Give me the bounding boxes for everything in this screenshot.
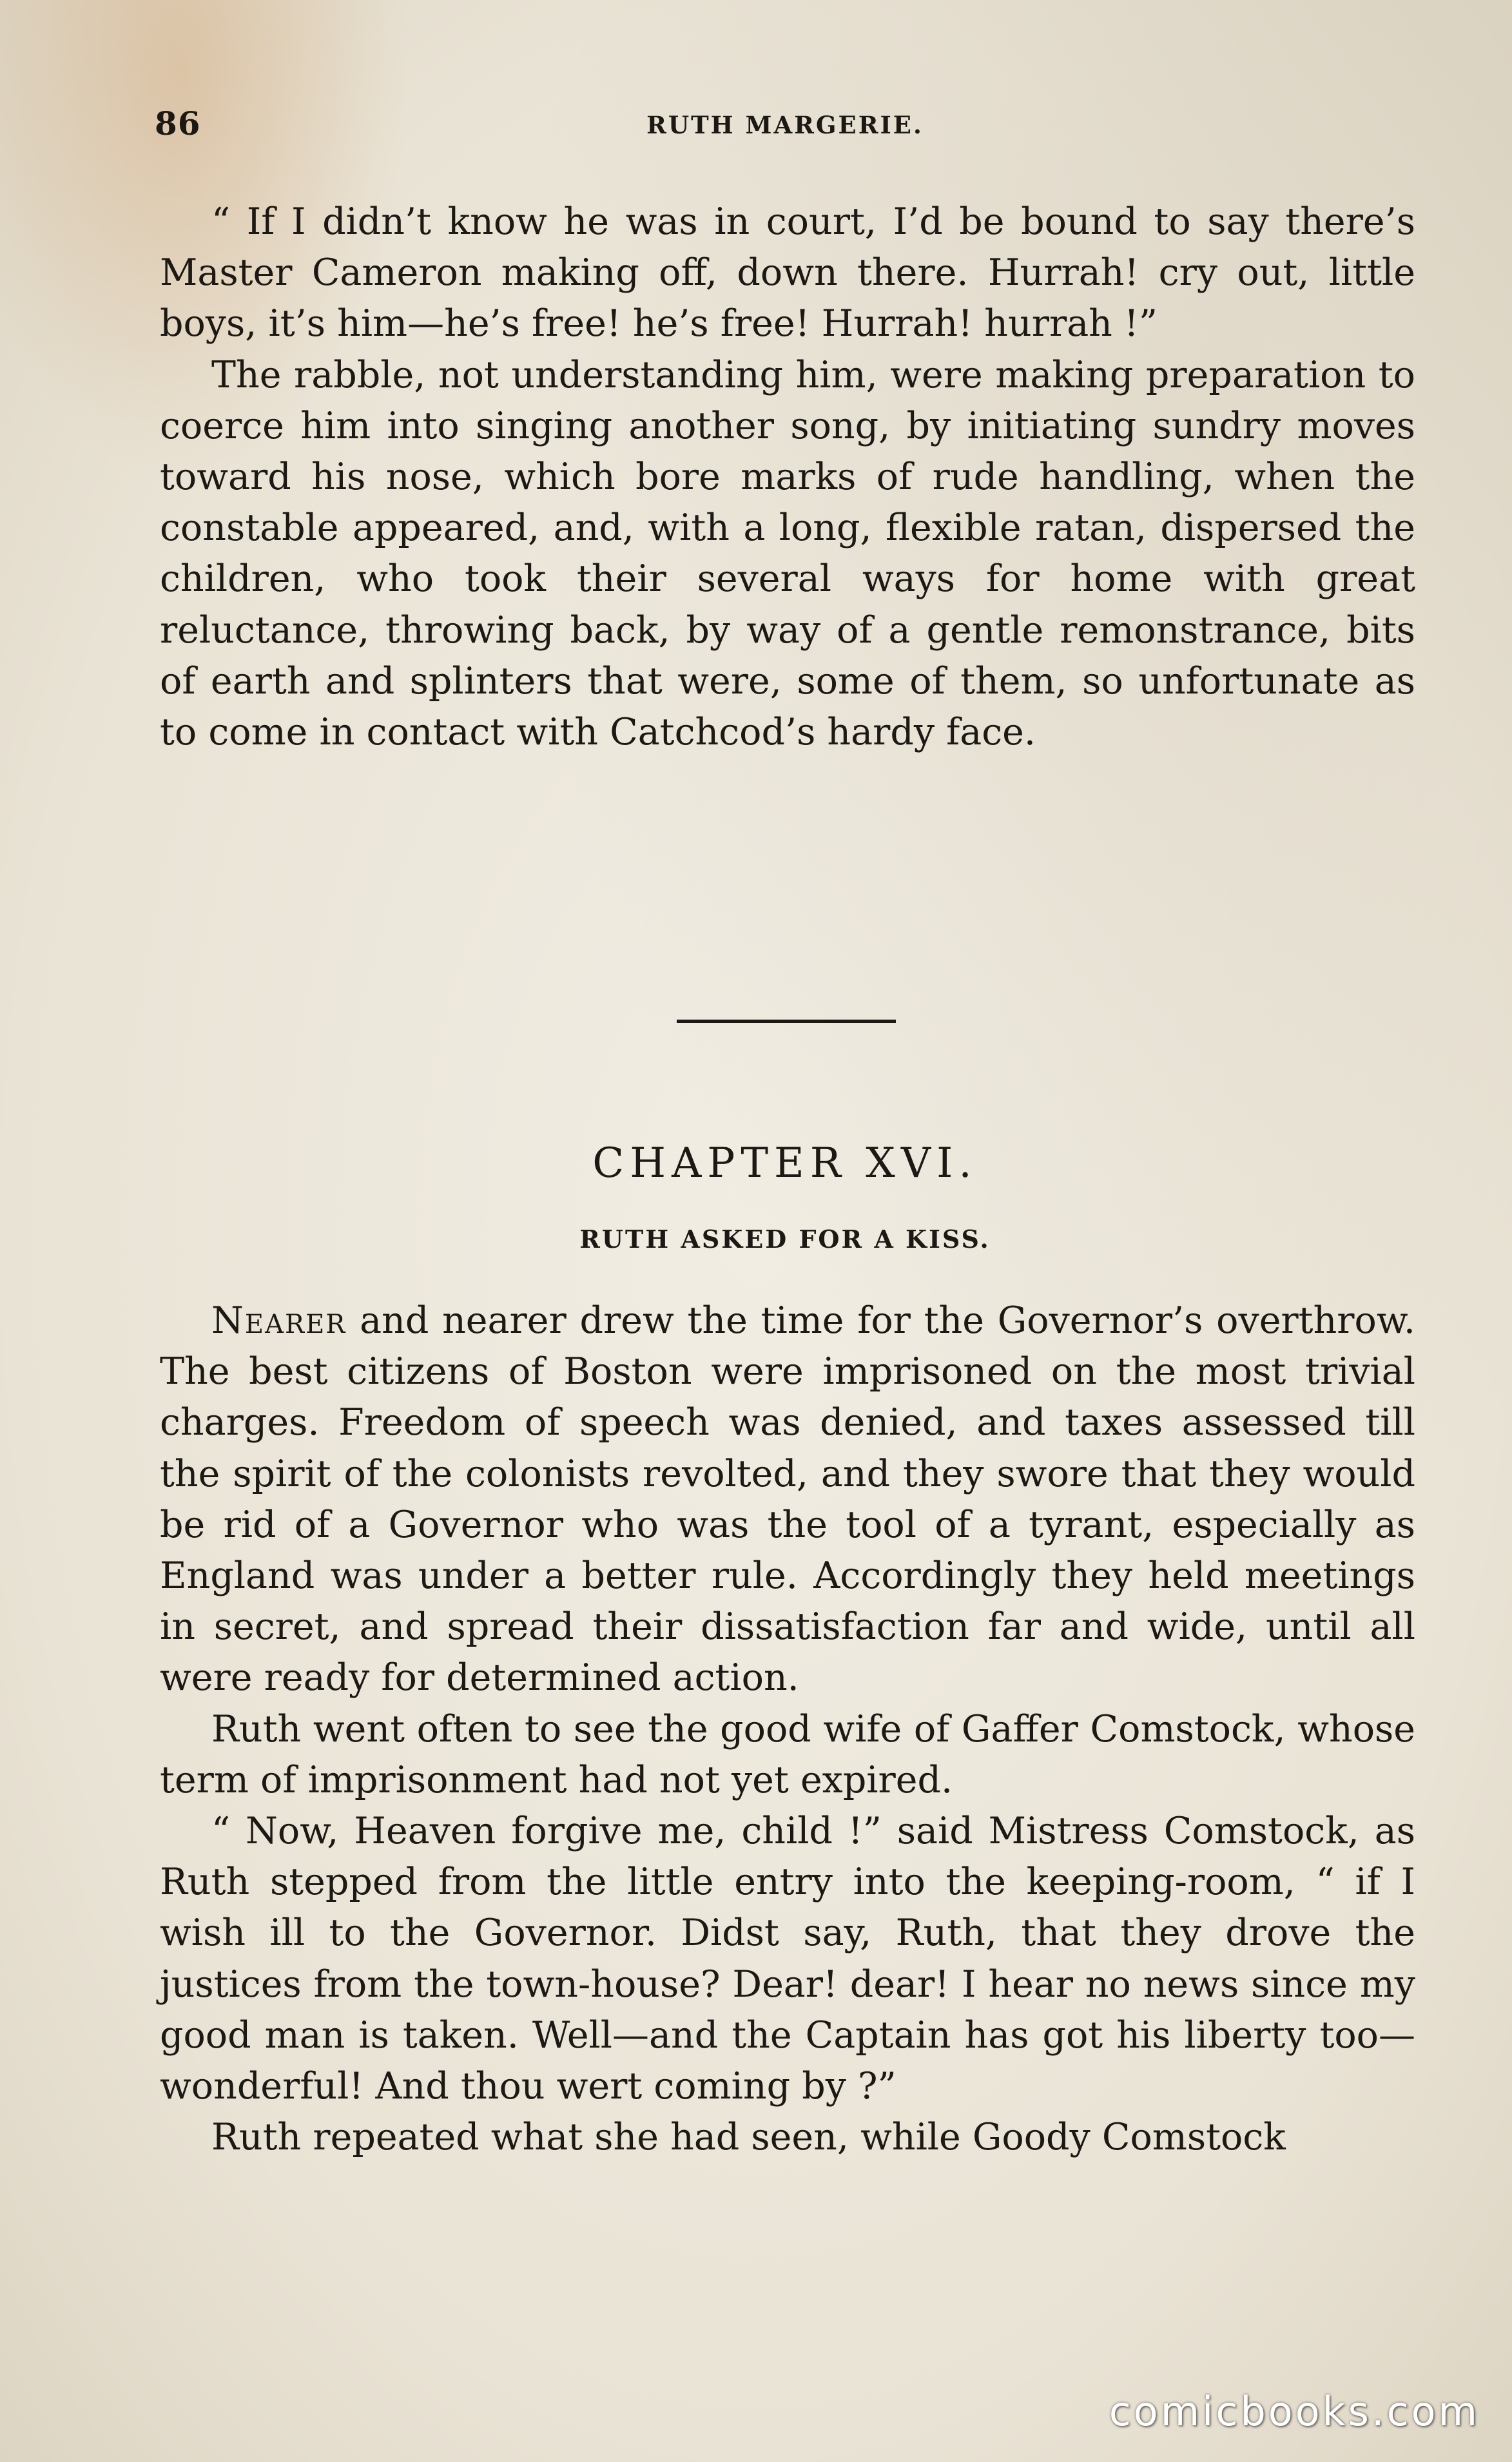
section-divider — [677, 1020, 896, 1023]
watermark: comicbooks.com — [1109, 2388, 1480, 2435]
paragraph: “ If I didn’t know he was in court, I’d be bound to say there’s Master Cameron making off, down there. Hurrah! cry out, little boys, it’s him—he’s free! he’s free! Hurrah! hurrah !” — [160, 200, 1415, 345]
text-block-top — [160, 197, 1415, 758]
paragraph: The rabble, not understanding him, were making preparation to coerce him into singing another song, by initiating sundry moves toward his nose, which bore marks of rude handling, when the constable appeared, and, with a long, flexible ratan, dispersed the children, who took their several ways for home with great reluctance, throwing back, by way of a gentle remonstrance, bits of earth and splinters that were, some of them, so unfortunate as to come in contact with Catchcod’s hardy face. — [160, 353, 1415, 754]
text-block-chapter — [160, 1295, 1415, 2163]
running-head: RUTH MARGERIE. — [646, 111, 924, 139]
paragraph: “ Now, Heaven forgive me, child !” said Mistress Comstock, as Ruth stepped from the little entry into the keeping-room, “ if I wish ill to the Governor. Didst say, Ruth, that they drove the justices from the town-house? Dear! dear! I hear no news since my good man is taken. Well—and the Captain has got his liberty too—wonderful! And thou wert coming by ?” — [160, 1810, 1415, 2108]
opening-word: Nearer — [211, 1299, 347, 1342]
paragraph: Ruth went often to see the good wife of Gaffer Comstock, whose term of imprisonment had not yet expired. — [160, 1707, 1415, 1801]
chapter-title: CHAPTER XVI. — [592, 1139, 978, 1187]
paragraph — [160, 1295, 1415, 1704]
page-number: 86 — [155, 104, 201, 142]
paragraph-text: and nearer drew the time for the Governor’s overthrow. The best citizens of Boston were imprisoned on the most trivial charges. Freedom of speech was denied, and taxes assessed till the spirit of the colonists revolted, and they swore that they would be rid of a Governor who was the tool of a tyrant, especially as England was under a better rule. Accordingly they held meetings in secret, and spread their dissatisfaction far and wide, until all were ready for determined action. — [160, 1299, 1415, 1700]
paragraph: Ruth repeated what she had seen, while Goody Comstock — [211, 2116, 1286, 2159]
chapter-subtitle: RUTH ASKED FOR A KISS. — [579, 1225, 991, 1254]
